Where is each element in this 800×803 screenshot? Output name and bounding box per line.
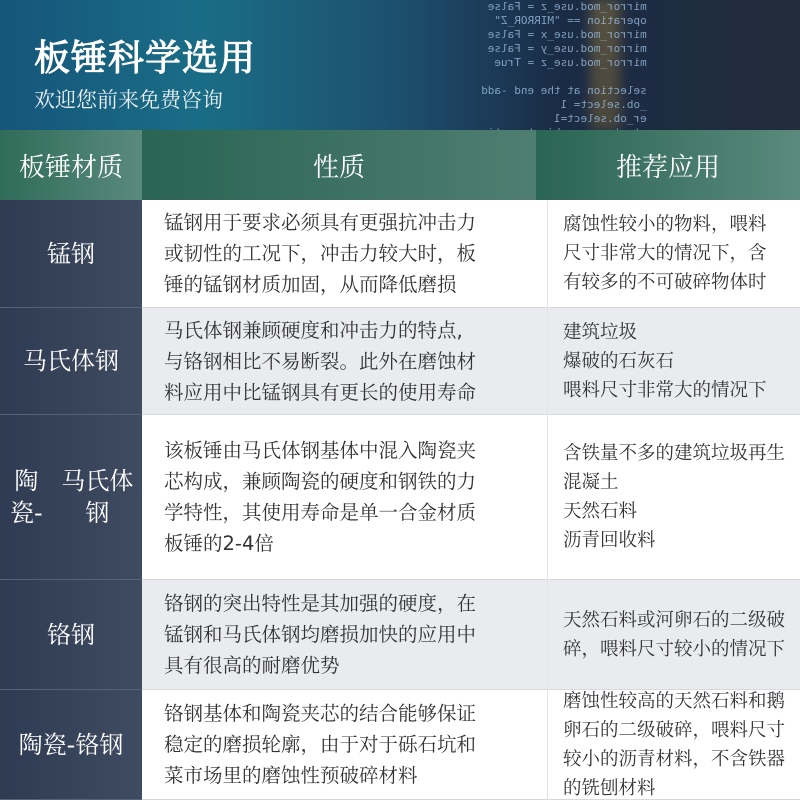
properties-cell-line: 铬钢基体和陶瓷夹芯的结合能够保证 xyxy=(164,702,477,725)
banner-subtitle: 欢迎您前来免费咨询 xyxy=(34,88,223,112)
properties-cell-line: 锰钢和马氏体钢均磨损加快的应用中 xyxy=(164,623,477,646)
material-cell-line: 陶瓷- xyxy=(10,467,43,527)
applications-cell-line: 沥青回收料 xyxy=(563,530,656,551)
table-row xyxy=(0,690,800,800)
applications-cell xyxy=(547,690,800,800)
applications-cell xyxy=(547,308,800,415)
header-applications: 推荐应用 xyxy=(536,130,800,200)
properties-cell xyxy=(142,690,547,800)
material-cell-line: 陶瓷-铬钢 xyxy=(18,730,124,759)
material-cell-line: 马氏体钢 xyxy=(23,347,119,375)
banner-code-background: mirror_mod.use_z = False operation == "MIRROR_Z" mirror_mod.use_x = False mirror_mod.use_y = False mirror_mod.use_z = True selection at the end -add _ob.select= 1 er_ob.select=1 xyxy=(481,0,647,125)
properties-cell-line: 铬钢的突出特性是其加强的硬度，在 xyxy=(164,592,477,615)
header-properties: 性质 xyxy=(142,130,536,200)
applications-cell-line: 腐蚀性较小的物料，喂料 xyxy=(563,214,767,235)
material-cell xyxy=(0,415,142,580)
material-cell-line: 锰钢 xyxy=(47,239,95,268)
properties-cell-line: 与铬钢相比不易断裂。此外在磨蚀材 xyxy=(164,349,477,373)
properties-cell-line: 料应用中比锰钢具有更长的使用寿命 xyxy=(164,380,477,404)
applications-cell-line: 喂料尺寸非常大的情况下 xyxy=(563,379,767,401)
properties-cell xyxy=(142,580,547,690)
properties-cell xyxy=(142,308,547,415)
material-cell xyxy=(0,690,142,800)
applications-cell-line: 天然石料 xyxy=(563,501,638,522)
properties-cell-line: 稳定的磨损轮廓，由于对于砾石坑和 xyxy=(164,733,477,756)
properties-cell xyxy=(142,200,547,308)
properties-cell-line: 学特性，其使用寿命是单一合金材质 xyxy=(164,501,477,524)
properties-cell-line: 马氏体钢兼顾硬度和冲击力的特点, xyxy=(164,318,463,342)
applications-cell-line: 爆破的石灰石 xyxy=(563,350,675,372)
material-cell xyxy=(0,580,142,690)
applications-cell-line: 卵石的二级破碎，喂料尺寸 xyxy=(563,719,786,741)
header-material: 板锤材质 xyxy=(0,130,142,200)
properties-cell-line: 该板锤由马氏体钢基体中混入陶瓷夹 xyxy=(164,439,477,462)
applications-cell-line: 建筑垃圾 xyxy=(563,321,638,343)
applications-cell-line: 含铁量不多的建筑垃圾再生 xyxy=(563,443,786,464)
applications-cell-line: 混凝土 xyxy=(563,472,619,493)
applications-cell-line: 磨蚀性较高的天然石料和鹅 xyxy=(563,690,786,712)
material-cell xyxy=(0,200,142,308)
properties-cell xyxy=(142,415,547,580)
material-cell-line: 铬钢 xyxy=(47,620,95,649)
banner xyxy=(0,0,800,130)
applications-cell-line: 尺寸非常大的情况下，含 xyxy=(563,243,767,264)
applications-cell xyxy=(547,200,800,308)
material-cell xyxy=(0,308,142,415)
properties-cell-line: 或韧性的工况下，冲击力较大时，板 xyxy=(164,242,477,265)
table-row xyxy=(0,200,800,308)
properties-cell-line: 板锤的2-4倍 xyxy=(164,532,274,555)
material-cell-line: 马氏体钢 xyxy=(61,467,134,527)
properties-cell-line: 锤的锰钢材质加固，从而降低磨损 xyxy=(164,273,457,296)
properties-cell-line: 锰钢用于要求必须具有更强抗冲击力 xyxy=(164,211,477,234)
applications-cell-line: 碎，喂料尺寸较小的情况下 xyxy=(563,638,786,660)
applications-cell-line: 有较多的不可破碎物体时 xyxy=(563,272,767,293)
applications-cell xyxy=(547,580,800,690)
properties-cell-line: 具有很高的耐磨优势 xyxy=(164,654,340,677)
table-row xyxy=(0,308,800,415)
banner-title: 板锤科学选用 xyxy=(34,38,257,79)
applications-cell-line: 天然石料或河卵石的二级破 xyxy=(563,609,786,631)
table-row xyxy=(0,415,800,580)
properties-cell-line: 芯构成，兼顾陶瓷的硬度和钢铁的力 xyxy=(164,470,477,493)
applications-cell xyxy=(547,415,800,580)
applications-cell-line: 较小的沥青材料，不含铁器 xyxy=(563,748,786,770)
properties-cell-line: 菜市场里的磨蚀性预破碎材料 xyxy=(164,764,418,787)
applications-cell-line: 的铣刨材料 xyxy=(563,777,656,799)
table-row xyxy=(0,580,800,690)
